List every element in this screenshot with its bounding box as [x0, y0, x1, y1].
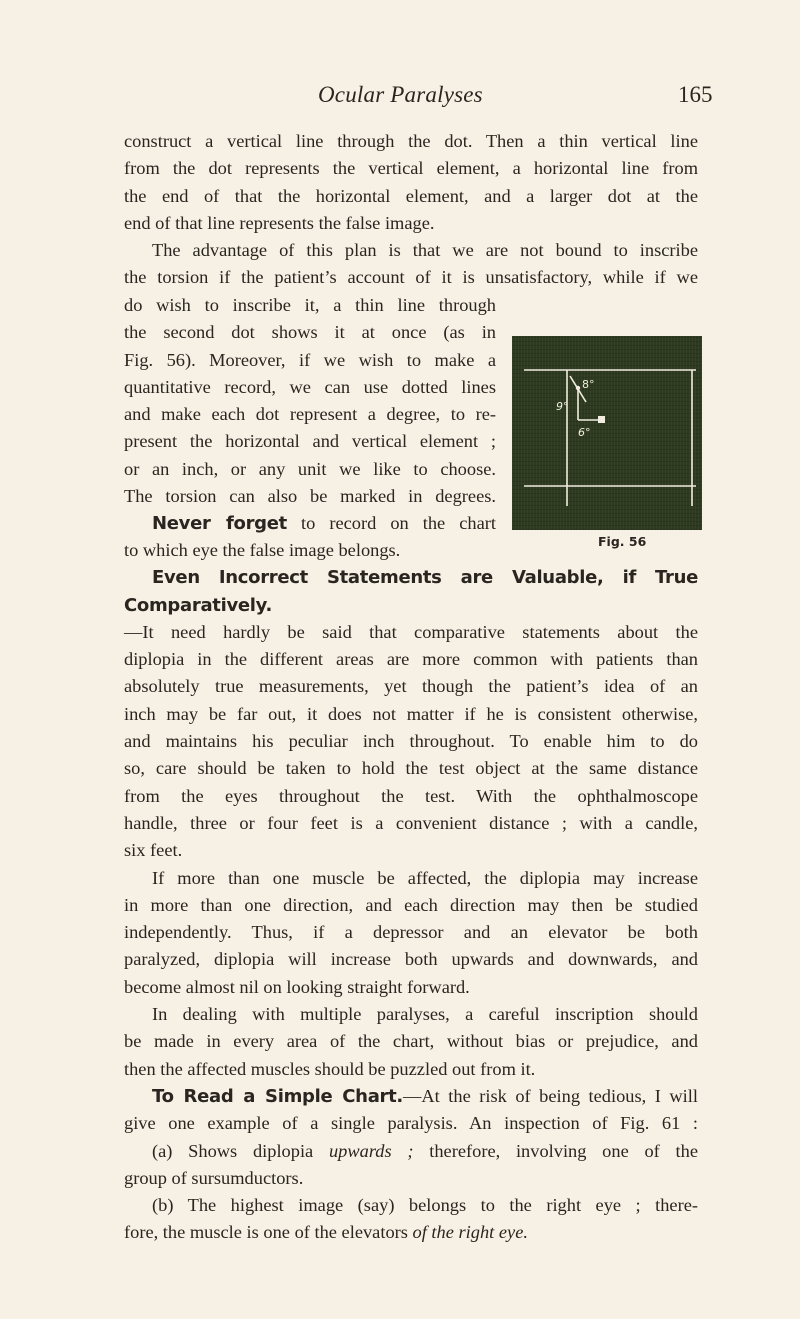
never-forget-heading: Never forget [152, 513, 287, 535]
text-line: —It need hardly be said that comparative statements about the [124, 621, 698, 642]
text-line: end of that line represents the false image. [124, 212, 435, 233]
section-heading-read-chart: To Read a Simple Chart. [152, 1085, 403, 1107]
text-line: construct a vertical line through the dot. Then a thin vertical line [124, 131, 698, 151]
paragraph-block-3 [124, 537, 698, 1247]
text-run: —At the risk of being tedious, I will [402, 1085, 699, 1106]
section-heading-even-incorrect: Even Incorrect Statements are Valuable, if True Comparatively. [124, 567, 698, 616]
label-9-degrees: 9° [556, 400, 569, 413]
text-run: The highest image (say) belongs to the right eye ; there- [173, 1195, 698, 1216]
page-header [0, 82, 800, 112]
text-line: paralyzed, diplopia will increase both upwards and downwards, and [124, 949, 698, 970]
text-line [124, 564, 698, 619]
text-line: or an inch, or any unit we like to choose. [124, 458, 496, 479]
text-line: handle, three or four feet is a convenient distance ; with a candle, [124, 812, 698, 833]
text-run: Shows diplopia [172, 1140, 329, 1161]
text-line: then the affected muscles should be puzzled out from it. [124, 1058, 536, 1079]
text-line: become almost nil on looking straight forward. [124, 976, 470, 997]
text-line: do wish to inscribe it, a thin line through [124, 295, 496, 315]
text-line [124, 1083, 698, 1110]
text-line: The advantage of this plan is that we are not bound to inscribe [152, 240, 698, 261]
text-line: from the eyes throughout the test. With the ophthalmoscope [124, 785, 698, 806]
running-title: Ocular Paralyses [318, 82, 483, 107]
emphasis-text: upwards ; [328, 1140, 414, 1161]
text-line: independently. Thus, if a depressor and an elevator be both [124, 922, 698, 943]
chart-drawing [512, 336, 702, 530]
item-marker: (a) [152, 1140, 173, 1161]
emphasis-text: of the right eye. [412, 1222, 528, 1243]
text-line: in more than one direction, and each direction may then be studied [124, 894, 698, 915]
figure-56-diplopia-chart [512, 336, 702, 530]
text-line: the end of that the horizontal element, and a larger dot at the [124, 185, 698, 206]
text-line: In dealing with multiple paralyses, a careful inscription should [152, 1004, 698, 1025]
text-line: present the horizontal and vertical element ; [124, 431, 496, 452]
text-line: be made in every area of the chart, without bias or prejudice, and [124, 1031, 698, 1052]
text-line: the second dot shows it at once (as in [124, 322, 496, 343]
text-line: diplopia in the different areas are more common with patients than [124, 649, 698, 670]
list-item-a [124, 1138, 698, 1165]
item-marker: (b) [152, 1195, 174, 1216]
paragraph-block-1 [124, 128, 698, 292]
figure-caption: Fig. 56 [598, 534, 647, 549]
text-line: the torsion if the patient’s account of it is unsatisfactory, while if we [124, 267, 698, 288]
text-run: fore, the muscle is one of the elevators [124, 1222, 413, 1243]
text-line: from the dot represents the vertical element, a horizontal line from [124, 158, 698, 179]
text-line: and maintains his peculiar inch throughout. To enable him to do [124, 731, 698, 752]
text-line: so, care should be taken to hold the test object at the same distance [124, 758, 698, 779]
text-line: group of sursumductors. [124, 1167, 304, 1188]
label-8-degrees: 8° [582, 378, 595, 391]
text-line: Fig. 56). Moreover, if we wish to make a [124, 349, 496, 370]
text-line: and make each dot represent a degree, to re- [124, 404, 496, 425]
list-item-b [124, 1192, 698, 1219]
paragraph-block-2 [124, 292, 496, 538]
text-line: six feet. [124, 840, 183, 861]
text-line: quantitative record, we can use dotted lines [124, 376, 496, 397]
text-line [124, 510, 496, 537]
text-line: The torsion can also be marked in degrees. [124, 486, 496, 507]
label-6-degrees: 6° [578, 426, 591, 439]
text-line: give one example of a single paralysis. An inspection of Fig. 61 : [124, 1113, 698, 1134]
text-line: If more than one muscle be affected, the diplopia may increase [152, 867, 698, 888]
text-run: therefore, involving one of the [413, 1140, 698, 1161]
text-line: absolutely true measurements, yet though the patient’s idea of an [124, 676, 698, 697]
text-line [124, 1219, 698, 1246]
text-run: to record on the chart [286, 513, 497, 534]
text-line: to which eye the false image belongs. [124, 540, 401, 560]
text-line: inch may be far out, it does not matter if he is consistent otherwise, [124, 703, 698, 724]
page-number: 165 [678, 82, 713, 107]
